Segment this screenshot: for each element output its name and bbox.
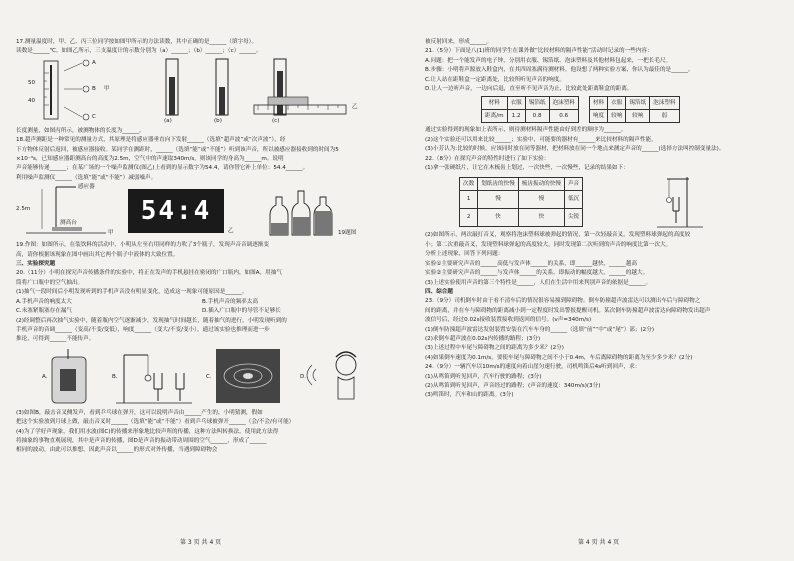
sensor-label: 感应器 [78,184,95,191]
table-header: 锡箔纸 [626,97,650,110]
label-b: B [92,85,96,92]
q17-line-2: 读数是______℃。如图乙所示，三支温度计的示数分别为（a）______；（b）______；（c）______。 [16,48,262,55]
q21-tables [481,96,781,123]
option-c: C.未塞紧瓶塞存在漏气 [16,308,73,315]
q20c-line-4: 将抽象的事物直观展现，其中是声音的传播，图D是声音的振动带动周围的空气______，形成了______ [16,437,267,444]
q24-line-3: (2)从鸣笛到听见回声，声音经过的路程；(声音的速度：340m/s)(3分) [425,382,601,389]
q20-tail: 被反射回来，形成______。 [425,39,493,45]
table-cell: 尖锐 [564,209,582,227]
tube-a: (a) [164,117,172,124]
option-b: B.手机声音的频率太高 [202,298,258,305]
q22-figure-area [425,173,781,231]
q19-line-1: 19.作图：如图所示，在装饮料的活动中，小明从左至右用同样的力吹了3个瓶子，发现声音音调逐渐变 [16,242,269,249]
q18-q19-figures [16,183,388,241]
experiment-figure [16,345,388,409]
q18-line-1: 18.超声测距是一种常见的测量方式，其原理是将感应器垂直向下发射______（选填“超声波”或“次声波”），经 [16,137,286,144]
table-cell: 1 [460,191,478,209]
q17-line-3: 长度测量，如图丙所示，被测物体的长度为______。 [16,127,145,134]
q24-line-2: (1)从鸣笛到听见回声，汽车行驶的路程；(3分) [425,373,542,380]
table-cell: 弱 [650,110,679,123]
table-cell: 较响 [608,110,626,123]
table-cell: 1.2 [507,110,525,123]
q24-line-1: 24.（9分）一辆汽车以10m/s的速度向着山崖匀速行驶，司机鸣笛后4s听到回声，求： [425,364,641,371]
tube-c: (c) [272,117,280,124]
footer-page-3: 第 3 页 共 4 页 [180,539,222,546]
table-header: 材料 [589,97,607,110]
q21-line-1: 21.（5分）下面是八(1)班的同学生在课外做“比较材料的隔声性能”活动时记录的一些内容： [425,48,653,55]
tuning-fork-figure [647,173,707,231]
q22b-line-4: 实验①主要研究声音的______高低与发声体______的关系，即______越快，______越高 [425,260,637,267]
fig-c-label: C. [206,373,212,380]
table-header: 衣服 [608,97,626,110]
section-4-title: 四、综合题 [425,288,453,295]
table-cell: 0.8 [525,110,549,123]
fig-d-label: D. [300,373,307,380]
section-3-title: 三、实验探究题 [16,261,56,268]
q20-line-2: 筒将广口瓶中的空气抽出。 [16,279,84,286]
table-cell: 0.6 [549,110,578,123]
thermometer-figure [16,57,388,127]
table-distance [481,96,579,123]
q23-line-7: (4)如果倒车速度为0.1m/s，要使车尾与障碍物之间不小于0.4m，车后离障碍物的距离为至少多少米？(2分) [425,354,693,361]
table-cell: 2 [460,209,478,227]
page-3 [16,38,388,456]
q20b-line-3: 推论，可得到______不能传声。 [16,336,95,343]
q22-line-2: (1)拿一张硬纸片，让它在木梳齿上划过，一次快些，一次慢些，记录的结果如下： [425,165,629,172]
q21b-line-3: (3)小芳认为:比较的时候，应该同时放在同等器材，把材料放在同一个地点来测定声音的______(选择方法叫控制变量法)。 [425,146,725,153]
table-cell: 较响 [626,110,650,123]
q21-line-5: D.让人一边听声音，一边向后退，直至听不见声音为止，比较此处距离鞋盒的距离。 [425,86,633,93]
q20c-line-3: (4)为了学好声现象，我们用水波(图C)的传播来形象地比较声所的传播，这种方法叫转换法，使用此方法得 [16,428,279,435]
q17-figures [16,57,388,127]
table-cell: 慢 [518,191,564,209]
q19-line-2: 高，请你根据该现象在图中画出其它两个瓶子中液体的大致位置。 [16,251,179,258]
q23-line-2: 间的距离，并在车与障碍物的距离减小到一定程度时发出警报提醒司机。某次倒车防撞超声波雷达向障碍物发出超声 [425,307,711,314]
table-comb [459,177,583,227]
footer-page-4: 第 4 页 共 4 页 [578,539,620,546]
platform-label: 测高台 [60,220,77,227]
q22b-line-2: 小；第二次重敲音叉，发现塑料球弹起的高度较大，同时发现第二次听到的声音的响度比第一次大。 [425,241,672,248]
q20b-line-1: (2)经调整后再次抽气实验中，随着瓶内空气逐渐减少，发现抽气时间越长，随着抽气的进行，小明发现听到的 [16,317,287,324]
q22b-line-6: (3)上述实验使用声音的第三个特性是______，人们在生活中用来判别声音的依据是______。 [425,279,652,286]
q21b-line-2: (2)这个实验还可以用来比较______；实验中，可能要的器材有______来比较材料的隔声性能。 [425,136,657,143]
table-header: 衣服 [507,97,525,110]
q18-line-5: 利用噪声监测仪______（选填“能”或“不能”）减弱噪声。 [16,174,157,181]
q22b-line-5: 实验②主要研究声音的______与发声体______的关系。即振动的幅度越大，______的越大。 [425,270,649,277]
q22b-line-3: 分析上述现象，回答下列问题： [425,251,504,258]
table-header: 锡箔纸 [525,97,549,110]
q23-line-1: 23.（9分）司机倒车时由于看不清车后的情况很容易撞到障碍物。倒车防撞超声波雷达可以测出车后与障碍物之 [425,298,701,305]
q23-line-3: 波信号后，经过0.02s接收装置接收到返回的信号。(v声=340m/s) [425,317,592,324]
q20-options-row-2 [16,307,388,316]
q23-line-6: (3)上述过程中车尾与障碍物之间的距离为多少米？(2分) [425,345,564,352]
table-cell: 响度 [589,110,607,123]
table-cell: 低沉 [564,191,582,209]
q20-line-1: 20.（11分）小明在探究声音传播条件的实验中，将正在发声的手机悬挂在密闭的广口瓶内，如图A，用抽气 [16,270,282,277]
q20b-line-2: 手机声音的音调______（变高/不变/变低），响度______（变大/不变/变小），通过该实验也推理而进一步 [16,326,270,333]
q21b-line-1: 通过实验得到的现象如上表所示，则待测材料隔声性能由好到差的顺序为______。 [425,127,627,134]
q20c-line-2: 把这个实验放到月球上做，敲击音叉时______（选填“能”或“不能”）看到乒乓球被弹开______（会/不会/有可能） [16,419,295,426]
q17-line-1: 17.测量温度时，甲、乙、丙三位同学按如图甲所示的方法读数，其中正确的是______（填字母）。 [16,39,258,45]
table-loudness [589,96,680,123]
q20-options-row-1 [16,298,388,307]
fig-a-label: A. [42,373,48,380]
table-cell: 快 [478,209,519,227]
q23-line-4: (1)倒车防撞超声波雷达发射装置安装在汽车车身的______（选填“前”“中”或“尾”）部；(2分) [425,326,655,333]
q22b-line-1: (2)如图所示，两次敲打音叉，观察将泡沫塑料球被弹起的情况，第一次轻敲音叉，发现塑料球弹起的高度较 [425,232,691,239]
label-jia: 甲 [104,85,110,92]
option-a: A.手机声音的响度太大 [16,298,72,305]
q21-line-3: B.步骤：小明将声源放入鞋盒内，在其四周塞满待测材料。他设想了两种实验方案，你认为最佳的是______。 [425,67,694,74]
q18-line-3: ×10⁻³s，已知感应器距测高台的高度为2.5m，空气中的声速取340m/s，则该同学的身高为______m。说明 [16,156,284,163]
table-cell: 慢 [478,191,519,209]
q21-line-2: A.问题：把一个能发声的电子钟，分别用衣服、锡箔纸、泡沫塑料及其他材料包起来，一把长毛尺。 [425,57,672,64]
fig-jia-label: 甲 [108,230,114,237]
tick-40: 40 [28,97,36,104]
table-header: 划纸齿的快慢 [478,178,519,191]
q23-line-5: (2)求倒车超声波在0.02s内传播的路程；(3分) [425,335,541,342]
tube-b: (b) [214,117,222,124]
q20c-line-1: (3)如图B，敲击音叉侧发声，看到乒乓球在弹开，这可以说明声音由______产生的，小明猜测，假如 [16,409,263,416]
q20-figures [16,345,388,409]
q18-line-4: 声音能够传递______；在某广场的一个噪声监测仪(图乙)上看到的显示数字为54.4，请你替它补上单位：54.4______。 [16,165,309,172]
q20-line-3: (1)抽气一段时间后小明发现听到的手机声音没有明显变化，造成这一现象可能原因是______。 [16,289,248,296]
tick-50: 50 [28,79,36,86]
fig-b-label: B. [112,373,118,380]
fig19-caption: 19题图 [338,230,357,237]
q21-line-4: C.让人站在距鞋盒一定距离处，比较所听见声音的响度。 [425,76,565,83]
table-cell: 距离/m [482,110,508,123]
label-c: C [92,113,96,120]
table-header: 泡沫塑料 [549,97,578,110]
fig-yi-label: 乙 [228,228,234,235]
option-d: D.插入广口瓶中的导管不足够长 [202,308,281,315]
table-header: 梳齿振动的快慢 [518,178,564,191]
table-header: 声音 [564,178,582,191]
q20c-line-5: 相同的波动，由此可以推想，因此声音以______的形式对外传播，当遇到障碍物会 [16,447,218,454]
page-4 [425,38,781,401]
table-header: 材料 [482,97,508,110]
label-a: A [92,59,96,66]
noise-meter-display: 54:4 [128,189,224,233]
table-header: 次数 [460,178,478,191]
height-label: 2.5m [16,206,31,213]
ruler-label: 乙 [352,103,358,110]
q18-line-2: 下方物体反射后返回，被感应器接收。某同学在测距时，______（选填“能”或“不能”）听到该声音，所以被感应器接收到的时间为5 [16,146,339,153]
q22-line-1: 22.（8分）在探究声音的特性时进行了如下实验： [425,155,550,162]
table-header: 泡沫塑料 [650,97,679,110]
q24-line-4: (3)鸣笛时，汽车和山的距离。(3分) [425,392,514,399]
table-cell: 快 [518,209,564,227]
